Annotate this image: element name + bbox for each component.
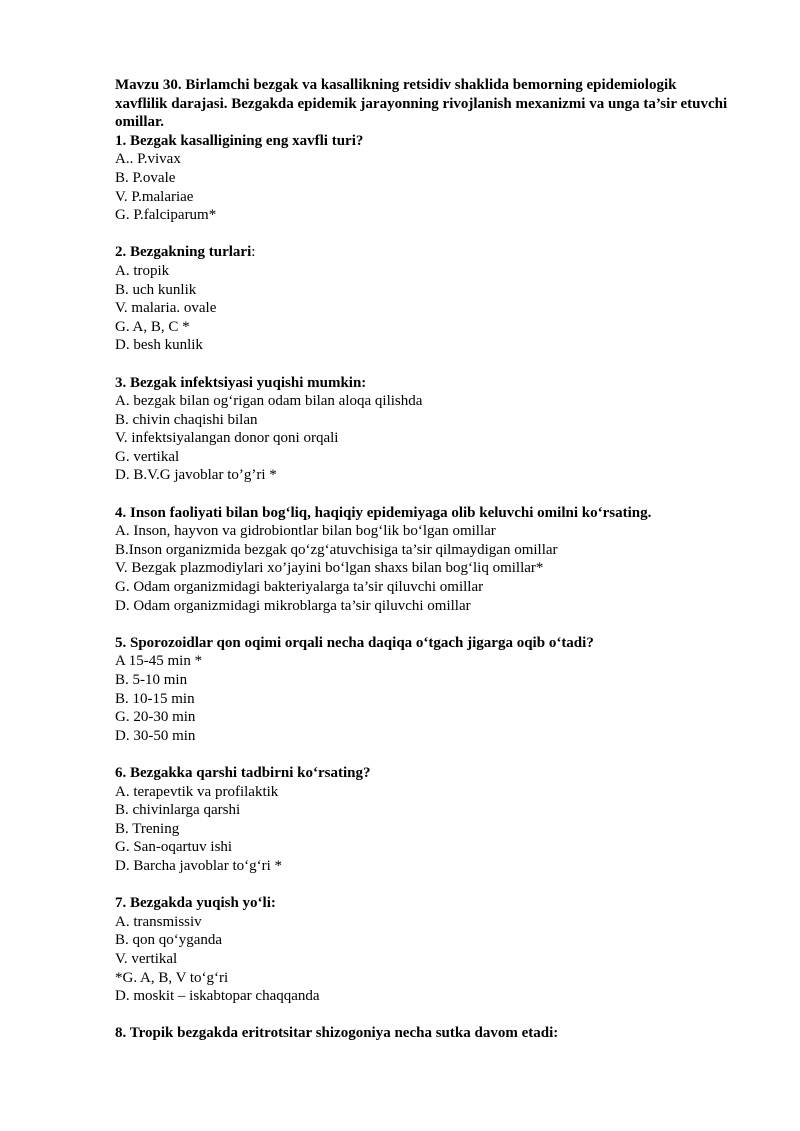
answer-option: V. malaria. ovale <box>115 300 217 317</box>
question-label: 7. Bezgakda yuqish yo‘li: <box>115 895 276 912</box>
answer-option: G. A, B, C * <box>115 318 190 335</box>
document-page <box>115 76 730 1061</box>
answer-option: B.Inson organizmida bezgak qo‘zg‘atuvchisiga ta’sir qilmaydigan omillar <box>115 541 558 558</box>
question-text <box>115 243 730 262</box>
answer-option: V. infektsiyalangan donor qoni orqali <box>115 430 339 447</box>
question-list <box>115 132 730 1043</box>
answer-option: D. Odam organizmidagi mikroblarga ta’sir qiluvchi omillar <box>115 597 471 614</box>
question-block <box>115 1024 730 1043</box>
answer-option: G. Odam organizmidagi bakteriyalarga ta’sir qiluvchi omillar <box>115 579 484 596</box>
question-text <box>115 634 730 653</box>
answer-option: A. tropik <box>115 262 170 279</box>
question-block <box>115 243 730 355</box>
question-text <box>115 374 730 393</box>
answer-option: D. besh kunlik <box>115 337 203 354</box>
answer-option: B. uch kunlik <box>115 281 197 298</box>
answer-option: V. vertikal <box>115 950 178 967</box>
answer-option: G. P.falciparum* <box>115 207 217 224</box>
answer-option: A 15-45 min * <box>115 653 203 670</box>
answer-option: B. chivinlarga qarshi <box>115 802 241 819</box>
answer-option: A.. P.vivax <box>115 151 181 168</box>
question-label: 6. Bezgakka qarshi tadbirni ko‘rsating? <box>115 764 371 781</box>
answer-option: V. P.malariae <box>115 188 194 205</box>
question-label: 8. Tropik bezgakda eritrotsitar shizogoniya necha sutka davom etadi: <box>115 1025 559 1042</box>
answer-option: B. chivin chaqishi bilan <box>115 411 258 428</box>
question-label: 4. Inson faoliyati bilan bog‘liq, haqiqiy epidemiyaga olib keluvchi omilni ko‘rsating. <box>115 504 652 521</box>
answer-option: D. B.V.G javoblar to’g’ri * <box>115 467 277 484</box>
answer-option: G. 20-30 min <box>115 709 196 726</box>
question-block <box>115 634 730 746</box>
question-text <box>115 1024 730 1043</box>
answer-option: B. Trening <box>115 820 180 837</box>
answer-option: G. vertikal <box>115 448 180 465</box>
answer-option: A. terapevtik va profilaktik <box>115 783 279 800</box>
question-label: 3. Bezgak infektsiyasi yuqishi mumkin: <box>115 374 367 391</box>
question-block <box>115 132 730 225</box>
question-text <box>115 132 730 151</box>
answer-option: D. Barcha javoblar to‘g‘ri * <box>115 857 283 874</box>
question-block <box>115 894 730 1006</box>
question-text <box>115 764 730 783</box>
answer-option: B. 10-15 min <box>115 690 195 707</box>
answer-option: B. P.ovale <box>115 169 176 186</box>
answer-option: A. Inson, hayvon va gidrobiontlar bilan bog‘lik bo‘lgan omillar <box>115 523 496 540</box>
question-suffix: : <box>251 244 256 261</box>
question-text <box>115 504 730 523</box>
question-text <box>115 894 730 913</box>
answer-option: *G. A, B, V to‘g‘ri <box>115 969 229 986</box>
question-label: 5. Sporozoidlar qon oqimi orqali necha daqiqa o‘tgach jigarga oqib o‘tadi? <box>115 634 594 651</box>
answer-option: B. qon qo‘yganda <box>115 932 223 949</box>
question-label: 2. Bezgakning turlari <box>115 244 252 261</box>
question-block <box>115 374 730 486</box>
answer-option: B. 5-10 min <box>115 672 188 688</box>
answer-option: V. Bezgak plazmodiylari xo’jayini bo‘lgan shaxs bilan bog‘liq omillar* <box>115 560 544 577</box>
answer-option: D. moskit – iskabtopar chaqqanda <box>115 988 320 1005</box>
document-title: Mavzu 30. Birlamchi bezgak va kasallikning retsidiv shaklida bemorning epidemiologik xavflilik darajasi. Bezgakda epidemik jarayonning rivojlanish mexanizmi va unga ta’sir etuvchi omillar. <box>115 77 728 131</box>
question-block <box>115 504 730 616</box>
answer-option: G. San-oqartuv ishi <box>115 839 233 856</box>
answer-option: A. bezgak bilan og‘rigan odam bilan aloqa qilishda <box>115 393 423 410</box>
answer-option: A. transmissiv <box>115 913 202 930</box>
answer-option: D. 30-50 min <box>115 727 196 744</box>
question-block <box>115 764 730 876</box>
question-label: 1. Bezgak kasalligining eng xavfli turi? <box>115 132 364 149</box>
